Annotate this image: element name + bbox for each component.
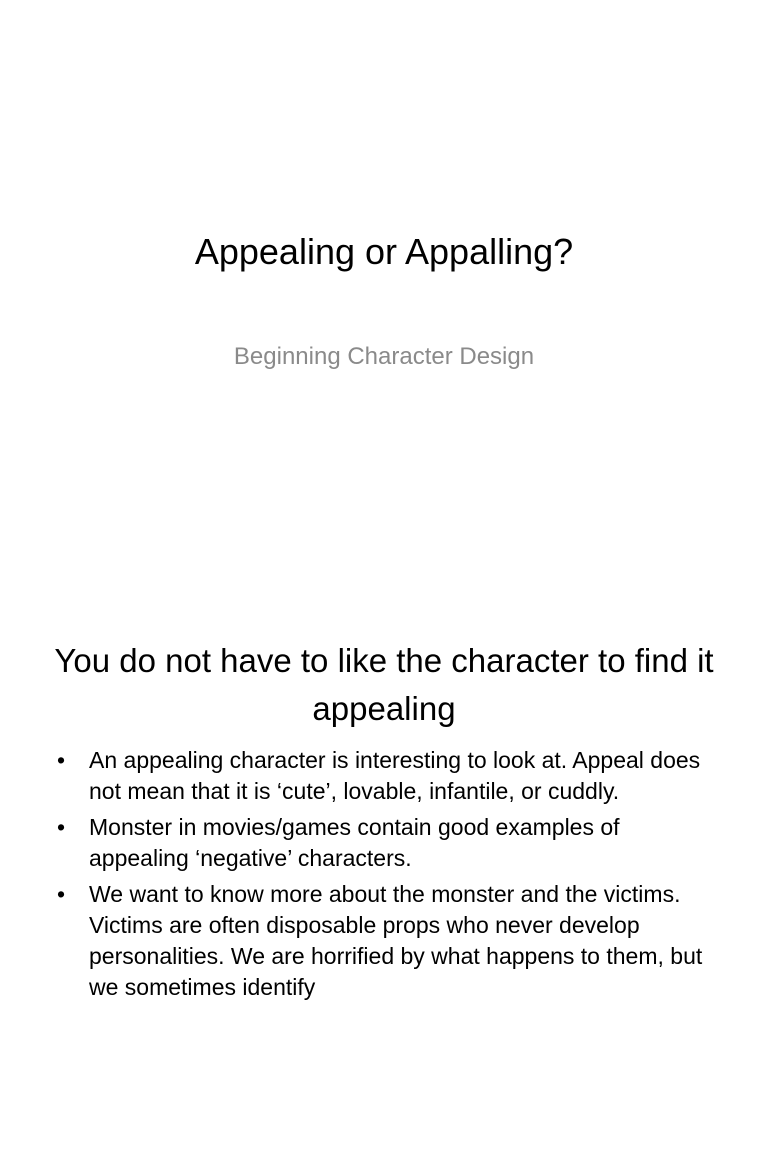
bullet-list <box>57 745 717 1008</box>
bullet-text: An appealing character is interesting to look at. Appeal does not mean that it is ‘cute’, lovable, infantile, or cuddly. <box>89 747 701 804</box>
bullet-item <box>57 745 717 807</box>
slide-title: You do not have to like the character to find it appealing <box>54 642 714 727</box>
content-slide <box>0 576 768 1152</box>
bullet-text: Monster in movies/games contain good examples of appealing ‘negative’ characters. <box>89 814 620 871</box>
slide-title: Appealing or Appalling? <box>194 231 574 272</box>
bullet-icon: • <box>57 814 66 840</box>
bullet-icon: • <box>57 881 66 907</box>
bullet-icon: • <box>57 747 66 773</box>
bullet-item <box>57 812 717 874</box>
slide-subtitle: Beginning Character Design <box>233 343 535 370</box>
bullet-text: We want to know more about the monster and the victims. Victims are often disposable props who never develop personalities. We are horrified by what happens to them, but we sometimes identify <box>89 881 703 1000</box>
bullet-item <box>57 879 717 1003</box>
